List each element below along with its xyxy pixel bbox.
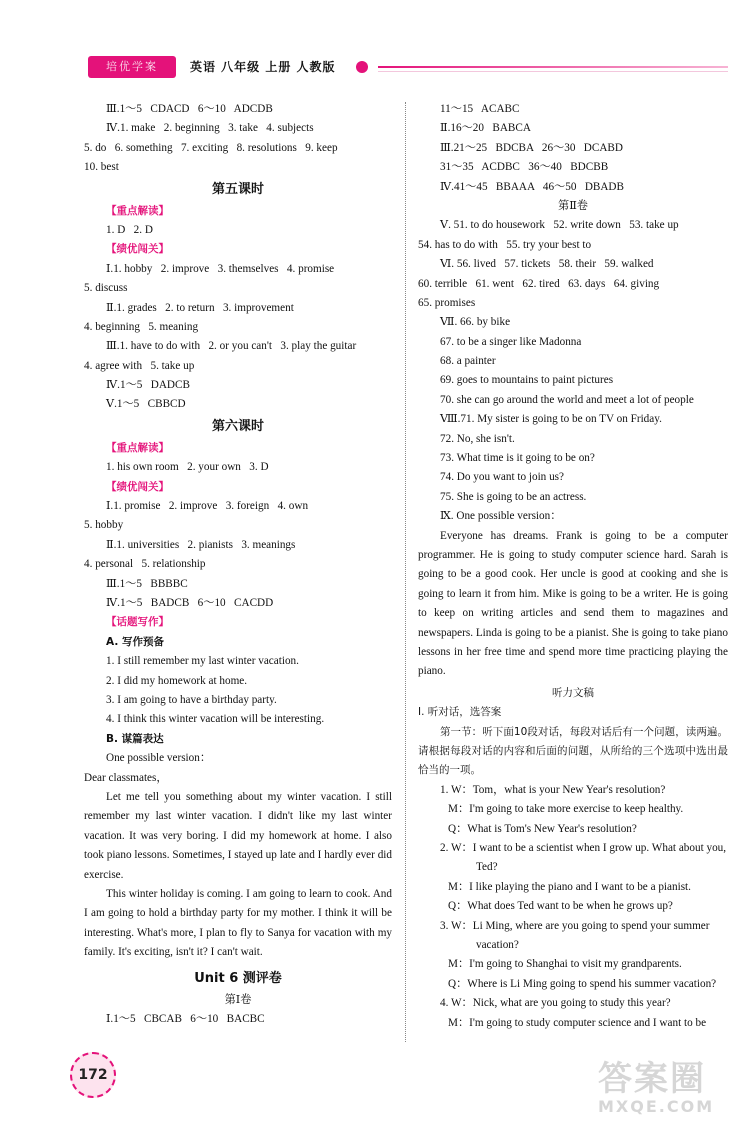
answer-line: 11～15 ACABC [440,103,520,115]
dialogue-line: Q：Where is Li Ming going to spend his summer vacation? [448,977,717,990]
lesson-heading: 第五课时 [211,181,264,197]
essay-paragraph: Let me tell you something about my winter vacation. I still remember my last winter vacation. I didn't like my last winter vacation. It was very boring. I did my homework at home. I also took piano lessons. Sometimes, I stayed up late and I hardly ever did exercise. [84,790,392,881]
section-tag: 【绩优闯关】 [106,480,169,493]
letter-salutation: Dear classmates， [84,771,168,784]
answer-line: Ⅰ.1. promise 2. improve 3. foreign 4. own [106,500,309,513]
answer-line: 4. agree with 5. take up [84,359,195,372]
answer-line: Ⅴ.1～5 CBBCD [106,398,186,411]
answer-line: 5. discuss [84,282,128,295]
answer-line: 3. I am going to have a birthday party. [106,693,277,706]
volume-heading: 第Ⅱ卷 [558,199,588,212]
dialogue-line: M：I'm going to Shanghai to visit my grandparents. [448,958,682,971]
section-tag: 【重点解读】 [106,204,169,217]
watermark-bottom: MXQE.COM [598,1097,715,1116]
answer-line: 72. No, she isn't. [440,432,515,445]
answer-line: 73. What time is it going to be on? [440,452,595,465]
book-title: 英语 八年级 上册 人教版 [190,60,336,74]
right-column [418,100,728,1033]
lesson-heading: 第六课时 [211,418,264,434]
dialogue-line: M：I'm going to study computer science and I want to be [448,1016,707,1029]
column-divider [405,102,406,1042]
dialogue-line: 1. W：Tom，what is your New Year's resolution? [440,783,666,796]
watermark-logo [598,1060,728,1120]
answer-line: 1. his own room 2. your own 3. D [106,461,269,474]
answer-line: Ⅳ.41～45 BBAAA 46～50 DBADB [440,180,624,193]
answer-line: 4. I think this winter vacation will be interesting. [106,713,325,726]
answer-line: Ⅵ. 56. lived 57. tickets 58. their 59. walked [440,258,654,271]
unit-heading: Unit 6 测评卷 [194,970,282,986]
answer-line: 60. terrible 61. went 62. tired 63. days 64. giving [418,277,660,290]
answer-line: Ⅰ.1. hobby 2. improve 3. themselves 4. promise [106,262,335,275]
listening-title: 听力文稿 [552,686,594,699]
header-dot [356,61,368,73]
page-number: 172 [70,1052,116,1098]
subsection-heading: B. 谋篇表达 [106,732,164,745]
answer-line: Ⅷ.71. My sister is going to be on TV on Friday. [440,413,662,426]
listening-instructions: 第一节：听下面10段对话，每段对话后有一个问题，读两遍。请根据每段对话的内容和后面的问题，从所给的三个选项中选出最恰当的一项。 [418,725,728,777]
series-badge: 培优学案 [88,56,176,78]
dialogue-line: 2. W：I want to be a scientist when I grow up. What about you, Ted? [440,842,727,874]
answer-line: Ⅳ.1～5 BADCB 6～10 CACDD [106,596,274,609]
header-rule-thin [378,71,728,72]
header-rule [378,66,728,68]
answer-line: Ⅲ.1～5 BBBBC [106,577,188,590]
answer-line: 67. to be a singer like Madonna [440,335,582,348]
answer-line: 2. I did my homework at home. [106,674,248,687]
answer-line: 4. personal 5. relationship [84,558,206,571]
answer-line: 74. Do you want to join us? [440,471,564,484]
answer-line: Ⅲ.1. have to do with 2. or you can't 3. play the guitar [106,340,357,353]
answer-line: Ⅱ.1. grades 2. to return 3. improvement [106,301,294,314]
answer-line: Ⅱ.16～20 BABCA [440,122,531,135]
section-tag: 【话题写作】 [106,616,169,629]
dialogue-line: 3. W：Li Ming, where are you going to spend your summer vacation? [440,919,710,952]
answer-line: Ⅸ. One possible version： [440,510,562,523]
answer-line: 1. D 2. D [106,223,153,236]
answer-line: One possible version： [106,752,212,765]
answer-line: Ⅲ.1～5 CDACD 6～10 ADCDB [106,103,273,115]
answer-line: 5. do 6. something 7. exciting 8. resolutions 9. keep [84,141,338,154]
listening-section: Ⅰ. 听对话，选答案 [418,706,502,719]
subsection-heading: A. 写作预备 [106,635,164,648]
answer-line: 69. goes to mountains to paint pictures [440,374,614,387]
page-header [88,50,728,82]
answer-line: Ⅳ.1～5 DADCB [106,379,190,392]
answer-line: Ⅲ.21～25 BDCBA 26～30 DCABD [440,141,623,154]
answer-line: Ⅶ. 66. by bike [440,316,511,329]
dialogue-line: 4. W：Nick, what are you going to study this year? [440,997,671,1010]
answer-line: 70. she can go around the world and meet a lot of people [440,393,694,406]
answer-line: Ⅰ.1～5 CBCAB 6～10 BACBC [106,1012,265,1025]
dialogue-line: M：I'm going to take more exercise to keep healthy. [448,803,684,816]
answer-line: 5. hobby [84,519,124,532]
left-column [84,100,392,1029]
dialogue-line: Q：What does Ted want to be when he grows up? [448,900,673,913]
dialogue-line: Q：What is Tom's New Year's resolution? [448,822,637,835]
answer-line: 65. promises [418,296,476,309]
answer-line: 68. a painter [440,355,496,368]
answer-line: 10. best [84,161,119,174]
essay-paragraph: Everyone has dreams. Frank is going to be a computer programmer. He is going to study computer science hard. Sarah is going to be a good cook. Her uncle is good at cooking and she is going to learn it from him. Mike is going to be a writer. He is going to keep on writing articles and send them to magazines and newspapers. Linda is going to be a pianist. She is going to take piano lessons in her free time and spend more time practicing playing the piano. [418,529,728,678]
answer-line: 75. She is going to be an actress. [440,490,587,503]
watermark-top: 答案圈 [598,1059,706,1099]
answer-line: 54. has to do with 55. try your best to [418,238,592,251]
answer-line: 4. beginning 5. meaning [84,320,199,333]
section-tag: 【重点解读】 [106,441,169,454]
volume-heading: 第Ⅰ卷 [224,993,252,1006]
essay-paragraph: This winter holiday is coming. I am going to learn to cook. And I am going to hold a birthday party for my mother. I think it will be interesting. What's more, I plan to fly to Sanya for vacation with my family. It's exciting, isn't it? I can't wait. [84,887,392,959]
answer-line: Ⅴ. 51. to do housework 52. write down 53. take up [440,219,679,232]
answer-line: 1. I still remember my last winter vacation. [106,655,299,668]
section-tag: 【绩优闯关】 [106,243,169,256]
answer-line: Ⅳ.1. make 2. beginning 3. take 4. subjects [106,122,314,135]
answer-line: Ⅱ.1. universities 2. pianists 3. meanings [106,538,296,551]
dialogue-line: M：I like playing the piano and I want to be a pianist. [448,880,691,893]
answer-line: 31～35 ACDBC 36～40 BDCBB [440,161,609,174]
